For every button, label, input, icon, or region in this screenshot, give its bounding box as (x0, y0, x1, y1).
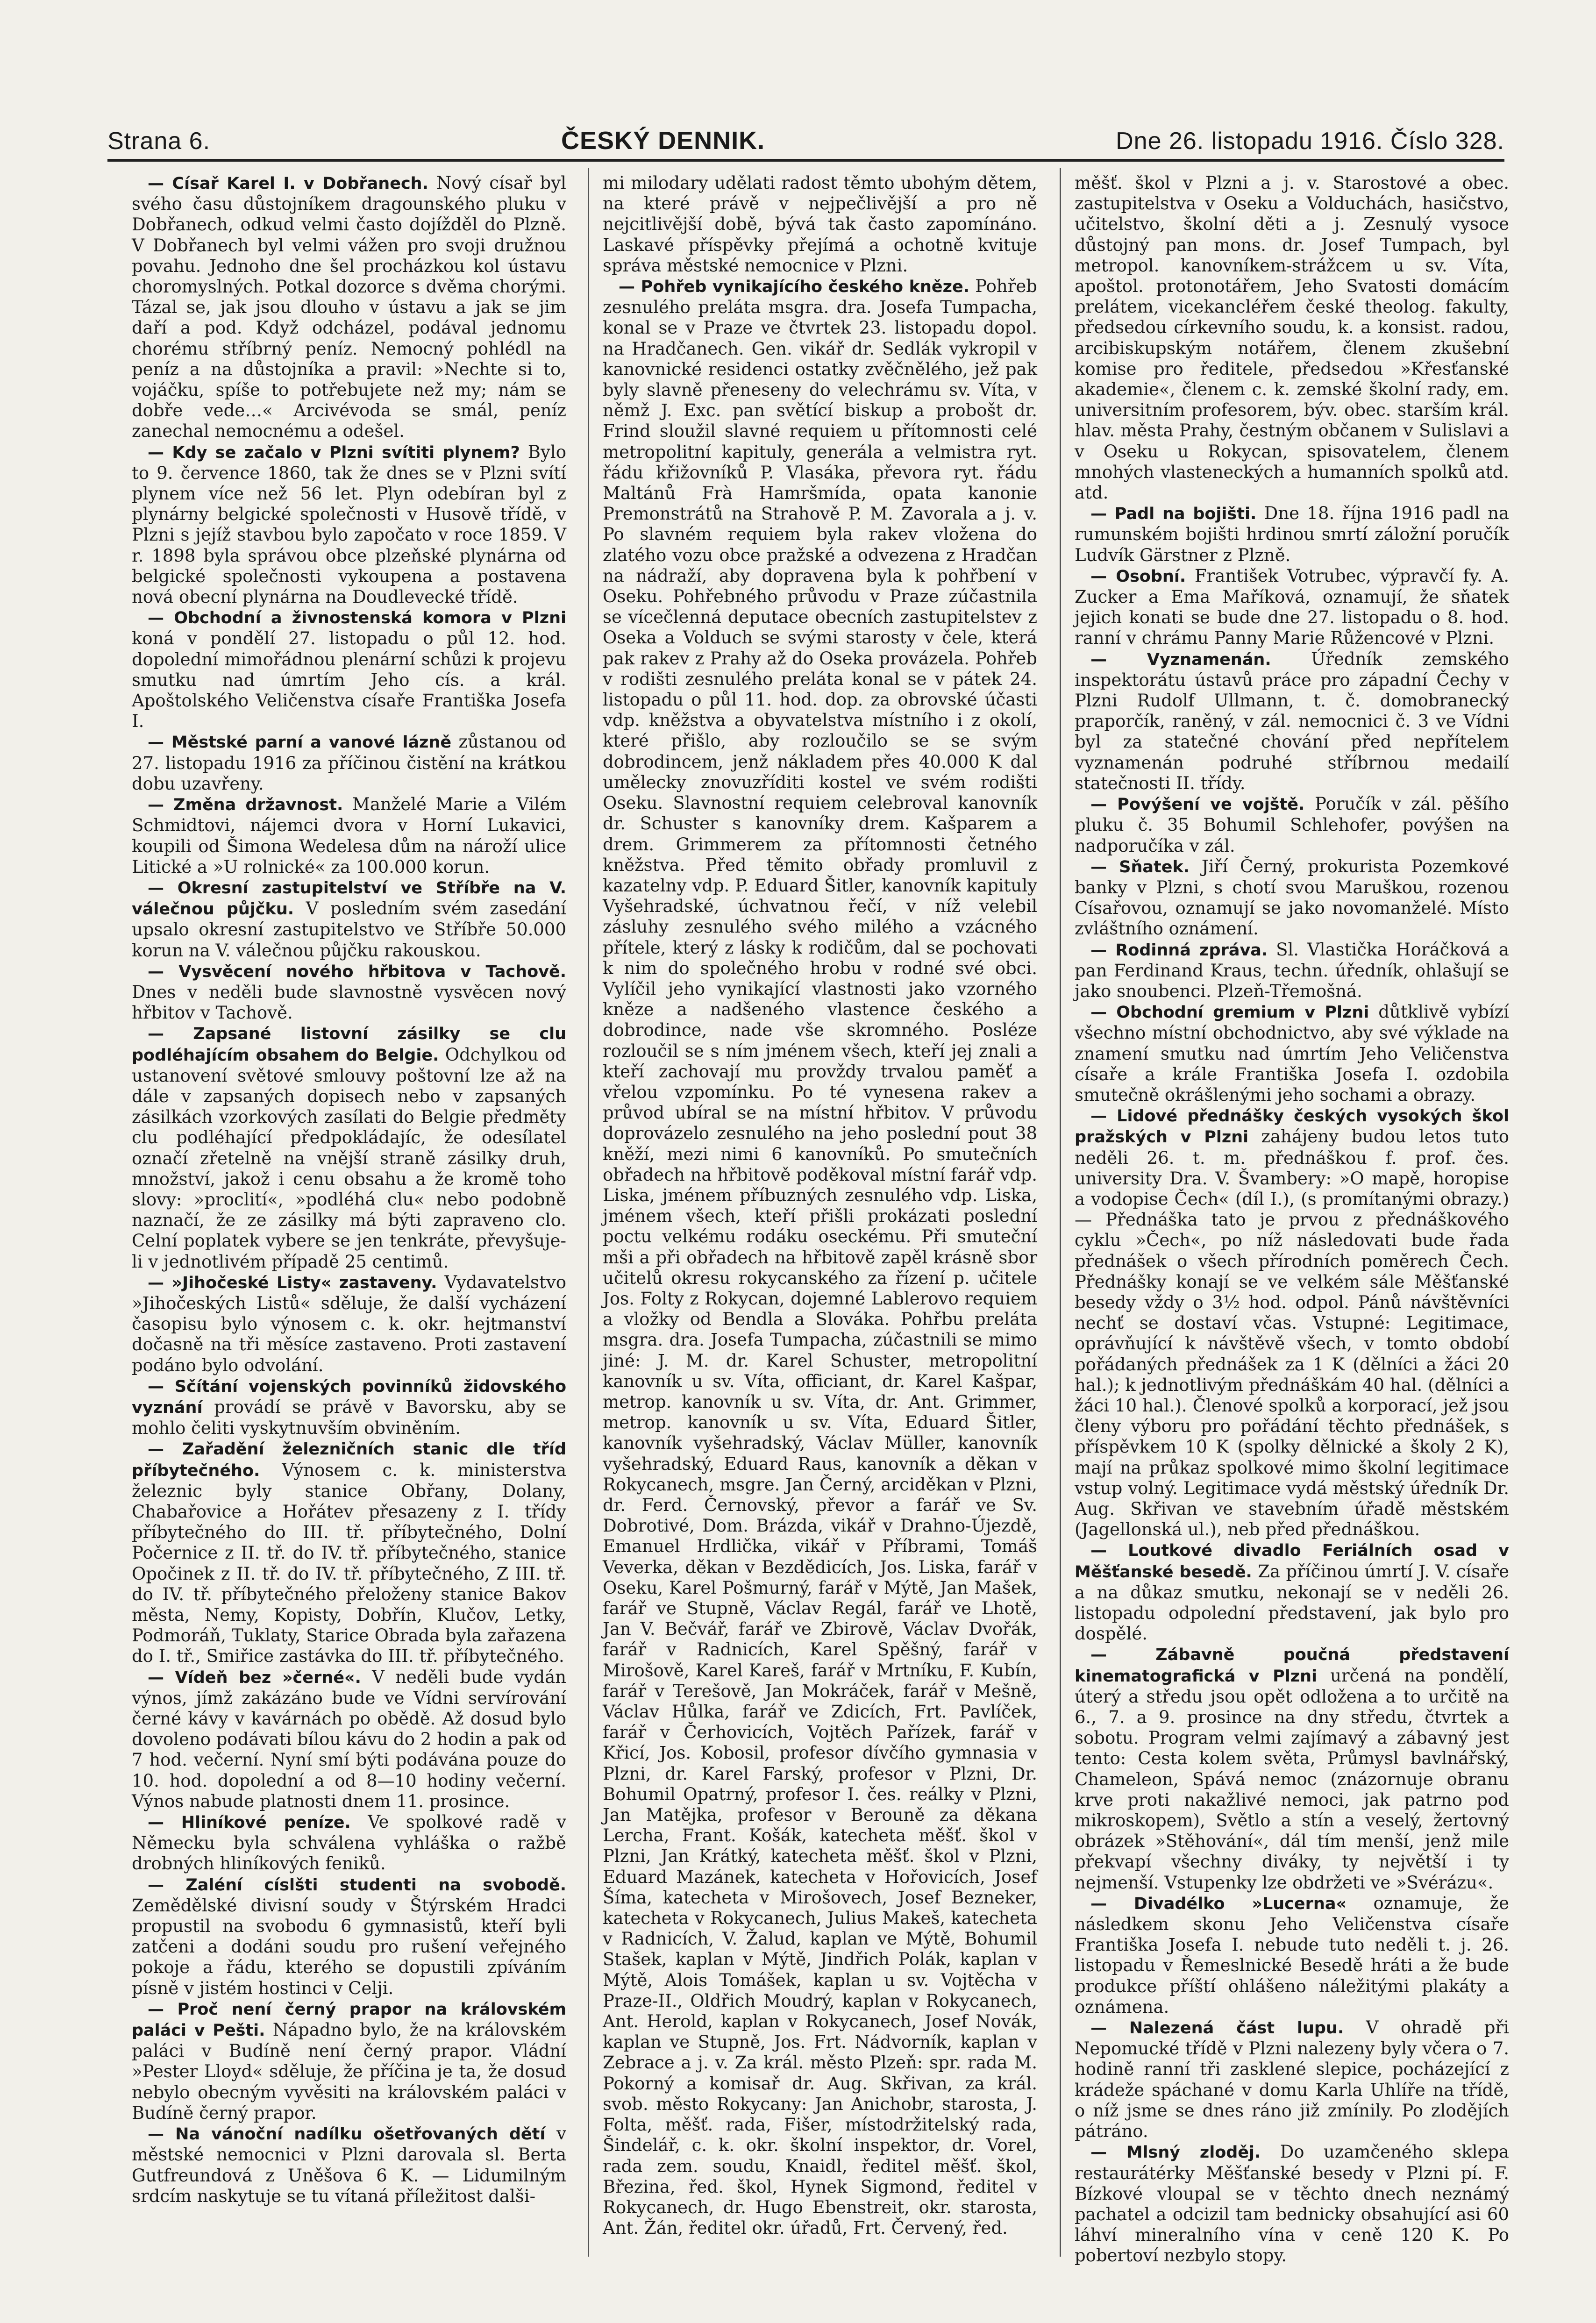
article-paragraph (1075, 503, 1509, 566)
article-paragraph (132, 1376, 566, 1439)
page-header (107, 108, 1504, 155)
article-headline: — Obchodní gremium v Plzni (1090, 1003, 1369, 1022)
column-3 (1075, 173, 1510, 2266)
article-paragraph (132, 607, 566, 732)
article-headline: — Městské parní a vanové lázně (148, 733, 452, 752)
article-text: zahájeny budou letos tuto neděli 26. t. m. přednáškou f. prof. čes. university Dra. V. Švambery: »O mapě, horopise a vodopise Čech« (díl I.), (s promítanými obrazy.) — Přednáška tato je prvou z přednáškového cyklu »Čech«, po níž následovati bude řada přednášek o všech přírodních poměrech Čech. Přednášky konají se ve velkém sále Měšťanské besedy vždy o 3½ hod. odpol. Pánů návštěvníci nechť se dostaví včas. Vstupné: Legitimace, oprávňující k návštěvě všech, v tomto období pořádaných přednášek za 1 K (dělníci a žáci 20 hal.); k jednotlivým přednáškám 40 hal. (dělníci a žáci 10 hal.). Členové spolků a korporací, jež jsou členy výboru pro pořádání těchto přednášek, s příspěvkem 10 K (spolky dělnické a školy 2 K), mají na průkaz spolkové mimo školní legitimace vstup volný. Legitimace vydá městský úředník Dr. Aug. Skřivan ve stavebním úřadě městském (Jagellonská ul.), neb před přednáškou. (1075, 1126, 1509, 1540)
article-headline: — Zařadění železničních stanic dle tříd příbytečného. (132, 1440, 566, 1480)
article-text: Manželé Marie a Vilém Schmidtovi, nájemci dvora v Horní Lukavici, koupili od Šimona Wedelesa dům na nároží ulice Litické a »U rolnické« za 100.000 korun. (132, 794, 566, 877)
article-text: Za příčinou úmrtí J. V. císaře a na důkaz smutku, nekonají se v neděli 26. listopadu odpolední představení, jak bylo pro dospělé. (1075, 1561, 1509, 1644)
header-rule (107, 159, 1504, 162)
article-headline: — Zábavně poučná představení kinematografická v Plzni (1075, 1646, 1509, 1686)
article-headline: — Lidové přednášky českých vysokých škol pražských v Plzni (1075, 1107, 1509, 1147)
article-text: Výnosem c. k. ministerstva železnic byly stanice Obřany, Dolany, Chabařovice a Hořátev přesazeny z I. třídy příbytečného do III. tř. příbytečného, Dolní Počernice z II. tř. do IV. tř. příbytečného, stanice Opočinek z II. tř. do IV. tř. příbytečného, Z III. tř. do IV. tř. příbytečného přeloženy stanice Bakov města, Nemy, Kopisty, Dobřín, Klučov, Letky, Podmoráň, Tuklaty, Starice Obrada byla zařazena do I. tř., Smiřice zastávka do III. tř. příbytečného. (132, 1460, 566, 1667)
article-paragraph (132, 1999, 566, 2123)
article-headline: — Okresní zastupitelství ve Stříbře na V. válečnou půjčku. (132, 878, 566, 919)
article-paragraph (1075, 1002, 1509, 1105)
article-text: František Votrubec, výpravčí fy. A. Zucker a Ema Maříková, oznamují, že sňatek jejich konati se bude dne 27. listopadu o 8. hod. ranní v chrámu Panny Marie Růžencové v Plzni. (1075, 565, 1509, 648)
article-text: Odchylkou od ustanovení světové smlouvy poštovní lze až na dále v zapsaných dopisech nebo v zapsaných zásilkách vzorkových zasílati do Belgie předměty clu podléhající předpokládajíc, že odesílatel označí zřetelně na vnější straně zásilky druh, množství, jakož i cenu obsahu a že kromě toho slovy: »proclití«, »podléhá clu« nebo podobně naznačí, že ze zásilky má býti zapraveno clo. Celní poplatek vybere se jen tenkráte, převyšuje-li v jednotlivém případě 25 centimů. (132, 1044, 566, 1272)
article-headline: — Padl na bojišti. (1090, 505, 1257, 524)
article-headline: — Vyznamenán. (1090, 650, 1271, 669)
article-paragraph (132, 1812, 566, 1874)
article-text: zůstanou od 27. listopadu 1916 za příčinou čistění na krátkou dobu uzavřeny. (132, 732, 566, 794)
article-paragraph (1075, 2017, 1509, 2142)
article-headline: — Zapsané listovní zásilky se clu podléhajícím obsahem do Belgie. (132, 1025, 566, 1065)
article-paragraph (1075, 1893, 1509, 2017)
article-text: Zemědělské divisní soudy v Štýrském Hradci propustil na svobodu 6 gymnasistů, kteří byli zatčeni a dodáni soudu pro rušení veřejného pokoje a řádu, kterého se dopustili zpíváním písně v jistém hostinci v Celji. (132, 1895, 566, 1998)
article-text: Poručík v zál. pěšího pluku č. 35 Bohumil Schlehofer, povýšen na nadporučíka v zál. (1075, 794, 1509, 856)
page-number: Strana 6. (107, 128, 211, 155)
article-text: důtklivě vybízí všechno místní obchodnictvo, aby své výklade na znamení smutku nad úmrtím Jeho Veličenstva císaře a krále Františka Josefa I. ozdobila smutečně okrášlenými jeho sochami a obrazy. (1075, 1002, 1509, 1105)
article-paragraph (1075, 1540, 1509, 1644)
article-paragraph (132, 1667, 566, 1812)
article-text: Jiří Černý, prokurista Pozemkové banky v Plzni, s chotí svou Maruškou, rozenou Císařovou, oznamují se jako novomanželé. Místo zvláštního oznámení. (1075, 856, 1510, 939)
article-headline: — Mlsný zloděj. (1090, 2143, 1261, 2162)
article-paragraph (132, 732, 566, 794)
article-paragraph (1075, 566, 1509, 649)
article-text: Do uzamčeného sklepa restaurátérky Měšťanské besedy v Plzni pí. F. Bízkové vloupal se v těchto dnech neznámý pachatel a odcizil tam bednicky obsahující asi 60 láhví mineralního vína v ceně 120 K. Po pobertoví nezbylo stopy. (1075, 2142, 1509, 2266)
article-paragraph (132, 2123, 566, 2207)
article-headline: — Vídeň bez »černé«. (148, 1668, 361, 1687)
article-text: oznamuje, že následkem skonu Jeho Veličenstva císaře Františka Josefa I. nebude tuto neděli t. j. 26. listopadu v Řemeslnické Besedě hráti a že bude produkce příští ohlášeno náležitými plakáty a oznámena. (1075, 1893, 1509, 2017)
article-text: v městské nemocnici v Plzni darovala sl. Berta Gutfreundová z Uněšova 6 K. — Lidumilným srdcím naskytuje se tu vítaná příležitost dalši- (132, 2123, 566, 2206)
article-paragraph (132, 877, 566, 961)
article-text: provádí se právě v Bavorsku, aby se mohlo čeliti vyskytnuvším obviněním. (132, 1397, 566, 1439)
article-text: V neděli bude vydán výnos, jímž zakázáno bude ve Vídni servírování černé kávy v kavárnách po obědě. Až dosud bylo dovoleno podávati bílou kávu do 2 hodin a pak od 7 hod. večerní. Nyní smí býti podávána pouze do 10. hod. dopolední a od 8—10 hodiny večerní. Výnos nabude platnosti dnem 11. prosince. (132, 1667, 567, 1811)
article-paragraph (132, 1272, 566, 1376)
article-text: určená na pondělí, úterý a středu jsou opět odložena a to určitě na 6., 7. a 9. prosince na dny středu, čtvrtek a sobotu. Program velmi zajímavý a zábavný jest tento: Cesta kolem světa, Průmysl bavlnářský, Chameleon, Spává nemoc (znázornuje obranu krve proti nakažlivé nemoci, jak patrno pod mikroskopem), Světlo a stín a veselý, žertovný obrázek »Stěhování«, dál tím menší, jenž mile překvapí všechny diváky, ty největší i ty nejmenší. Vstupenky lze obdržeti ve »Svérázu«. (1075, 1665, 1509, 1893)
article-paragraph (132, 1023, 566, 1272)
article-paragraph (1075, 940, 1509, 1002)
article-text: Nový císař byl svého času důstojníkem dragounského pluku v Dobřanech, odkud velmi často dojížděl do Plzně. V Dobřanech byl velmi vážen pro svoji družnou povahu. Jednoho dne šel procházkou kol ústavu choromyslných. Potkal dozorce s dvěma chorými. Tázal se, jak jsou dlouho v ústavu a jak se jim daří a pod. Když odcházel, podával jednomu chorému stříbrný peníz. Nemocný pohlédl na peníz a na důstojníka a pravil: »Nechte si to, vojáčku, spíše to potřebujete než my; nám se dobře vede…« Arcivévoda se smál, peníz zanechal nemocnému a odešel. (132, 173, 566, 442)
article-paragraph (132, 961, 566, 1024)
article-headline: — Vysvěcení nového hřbitova v Tachově. (148, 962, 566, 981)
article-text: Ve spolkové radě v Německu byla schválena vyhláška o ražbě drobných hliníkových feniků. (132, 1812, 566, 1874)
column-divider (588, 168, 589, 2257)
article-paragraph (1075, 2142, 1509, 2266)
article-paragraph (132, 173, 566, 442)
article-text: Nápadno bylo, že na královském paláci v Budíně není černý prapor. Vládní »Pester Lloyd« sděluje, že příčina je ta, že dosud nebylo obecným vyvěsiti na královském paláci v Budíně černý prapor. (132, 2020, 566, 2123)
article-text: mi milodary udělati radost těmto ubohým dětem, na které právě v nejpečlivější a pro ně nejcitlivější době, bývá tak často zapomínáno. Laskavé příspěvky přejímá a ochotně kvituje správa městské nemocnice v Plzni. (603, 173, 1037, 276)
article-text: měšť. škol v Plzni a j. v. Starostové a obec. zastupitelstva v Oseku a Volduchách, hasičstvo, učitelstvo, školní děti a j. Zesnulý vysoce důstojný pan mons. dr. Josef Tumpach, byl metropol. kanovníkem-strážcem u sv. Víta, apoštol. protonotářem, Jeho Svatosti domácím prelátem, vicekancléřem české theolog. fakulty, předsedou církevního soudu, k. a konsist. radou, arcibiskupským notářem, členem zkušební komise pro ředitele, předsedou »Křesťanské akademie«, členem c. k. zemské školní rady, em. universitním profesorem, býv. obec. starším král. hlav. města Prahy, čestným občanem v Sulislavi a v Oseku u Rokycan, spisovatelem, členem mnohých vlasteneckých a humanních spolků atd. atd. (1075, 173, 1509, 503)
article-headline: — Kdy se začalo v Plzni svítiti plynem? (148, 443, 520, 462)
article-text: V posledním svém zasedání upsalo okresní zastupitelstvo ve Stříbře 50.000 korun na V. válečnou půjčku rakouskou. (132, 898, 566, 961)
column-2 (603, 173, 1037, 2252)
article-paragraph (132, 442, 566, 608)
article-headline: — Proč není černý prapor na královském paláci v Pešti. (132, 2000, 566, 2040)
article-headline: — Divadélko »Lucerna« (1090, 1894, 1347, 1913)
article-paragraph (1075, 794, 1509, 856)
article-text: V ohradě při Nepomucké třídě v Plzni nalezeny byly včera o 7. hodině ranní tři zasklené slepice, pocházející z krádeže spáchané v domu Karla Uhlíře na třídě, o níž jsme se dnes ráno již zmínily. Po zlodějích pátráno. (1075, 2017, 1509, 2142)
article-paragraph (1075, 173, 1509, 503)
article-paragraph (1075, 1105, 1509, 1540)
article-headline: — Sčítání vojenských povinníků židovského vyznání (132, 1377, 566, 1417)
article-headline: — Loutkové divadlo Feriálních osad v Měšťanské besedě. (1075, 1541, 1509, 1582)
article-headline: — Osobní. (1090, 567, 1186, 586)
article-text: Úředník zemského inspektorátu ústavů práce pro západní Čechy v Plzni Rudolf Ullmann, t. č. domobranecký praporčík, raněný, v zál. nemocnici č. 3 ve Vídni byl za statečné chování před nepřítelem vyznamenán podruhé stříbrnou medailí statečnosti II. třídy. (1075, 648, 1509, 793)
article-headline: — Hliníkové peníze. (148, 1813, 351, 1832)
article-paragraph (132, 1439, 566, 1667)
article-headline: — Sňatek. (1090, 857, 1190, 876)
article-text: Dnes v neděli bude slavnostně vysvěcen nový hřbitov v Tachově. (132, 982, 566, 1023)
article-headline: — Obchodní a živnostenská komora v Plzni (148, 609, 566, 628)
article-text: Dne 18. října 1916 padl na rumunském bojišti hrdinou smrtí záložní poručík Ludvík Gärstner z Plzně. (1075, 503, 1509, 565)
article-text: koná v pondělí 27. listopadu o půl 12. hod. dopolední mimořádnou plenární schůzi k projevu smutku nad úmrtím Jeho cís. a král. Apoštolského Veličenstva císaře Františka Josefa I. (132, 628, 566, 732)
article-text: Sl. Vlastička Horáčková a pan Ferdinand Kraus, techn. úředník, ohlašují se jako snoubenci. Plzeň-Třemošná. (1075, 939, 1509, 1001)
article-text: Bylo to 9. července 1860, tak že dnes se v Plzni svítí plynem více než 56 let. Plyn odebíran byl z plynárny belgické společnosti v Husově třídě, v Plzni s jejíž stavbou bylo započato v roce 1859. V r. 1898 byla správou obce plzeňské plynárna od belgické společnosti vykoupena a postavena nová obecní plynárna na Doudlevecké třídě. (132, 442, 566, 607)
article-paragraph (1075, 649, 1509, 794)
article-headline: — Povýšení ve vojště. (1090, 795, 1305, 814)
article-headline: — Zaléní císlšti studenti na svobodě. (148, 1875, 566, 1895)
article-paragraph (603, 173, 1037, 276)
article-paragraph (603, 276, 1037, 2238)
article-text: Vydavatelstvo »Jihočeských Listů« sděluje, že další vycházení časopisu bylo výnosem c. k. okr. hejtmanství dočasně na tři měsíce zastaveno. Proti zastavení podáno bylo odvolání. (132, 1272, 566, 1375)
column-divider (1060, 168, 1061, 2257)
article-headline: — Nalezená část lupu. (1090, 2019, 1344, 2038)
newspaper-title: ČESKÝ DENNIK. (561, 127, 765, 155)
column-1 (132, 173, 566, 2252)
article-paragraph (132, 1874, 566, 1999)
article-headline: — Na vánoční nadílku ošetřovaných dětí (148, 2125, 546, 2144)
article-headline: — Rodinná zpráva. (1090, 941, 1268, 960)
article-paragraph (1075, 856, 1509, 940)
article-headline: — »Jihočeské Listy« zastaveny. (148, 1273, 437, 1292)
issue-date: Dne 26. listopadu 1916. Číslo 328. (1116, 128, 1504, 155)
article-paragraph (132, 794, 566, 877)
article-headline: — Změna državnost. (148, 796, 343, 815)
article-paragraph (1075, 1644, 1509, 1893)
article-headline: — Pohřeb vynikajícího českého kněze. (619, 278, 970, 297)
article-headline: — Císař Karel I. v Dobřanech. (148, 174, 428, 193)
article-text: Pohřeb zesnulého preláta msgra. dra. Josefa Tumpacha, konal se v Praze ve čtvrtek 23. listopadu dopol. na Hradčanech. Gen. vikář dr. Sedlák vykropil v kanovnické residenci ostatky zvěčnělého, jež pak byly slavně přeneseny do velechrámu sv. Víta, v němž J. Exc. pan světící biskup a probošt dr. Frind sloužil slavné requiem u přítomnosti celé metropolitní kapituly, generála a velmistra ryt. řádu křižovníků P. Vlasáka, převora ryt. řádu Maltánů Frà Hamršmída, opata kanonie Premonstrátů na Strahově P. M. Zavorala a j. v. Po slavném requiem byla rakev vložena do zlatého vozu obce pražské a odvezena z Hradčan na nádraží, aby dopravena byla k pohřbení v Oseku. Pohřebného průvodu v Praze zúčastnila se vícečlenná deputace obecních zastupitelstev z Oseka a Volduch se svými starosty v čele, která pak rakev z Prahy až do Oseka provázela. Pohřeb v rodišti zesnulého preláta konal se v pátek 24. listopadu o půl 11. hod. dop. za obrovské účasti vdp. kněžstva a obyvatelstva místního i z okolí, které přišlo, aby rozloučilo se se svým dobrodincem, jenž nákladem přes 40.000 K dal umělecky znovuzříditi kostel ve svém rodišti Oseku. Slavnostní requiem celebroval kanovník dr. Schuster s kanovníky drem. Kašparem a drem. Grimmerem za přítomnosti četného kněžstva. Před těmito obřady promluvil z kazatelny vdp. P. Eduard Šitler, kanovník kapituly Vyšehradské, úchvatnou řečí, v níž velebil zásluhy zesnulého svého milého a vzácného přítele, který z lásky k rodičům, dal se pochovati k nim do společného hrobu v rodné své obci. Vylíčil jeho vynikající vlastnosti jako vzorného kněze a nadšeného vlastence českého a dobrodince, nade vše skromného. Posléze rozloučil se s ním jménem všech, kteří jej znali a kteří zachovají mu provždy trvalou paměť a vřelou vzpomínku. Po té vynesena rakev a průvod ubíral se na místní hřbitov. V průvodu doprovázelo zesnulého na jeho poslední pout 38 kněží, mezi nimi 6 kanovníků. Po smutečních obřadech na hřbitově poděkoval místní farář vdp. Liska, jménem příbuzných zesnulého vdp. Liska, jménem všech, kteří přišli prokázati poslední poctu velkému rodáku oseckému. Při smuteční mši a při obřadech na hřbitově zapěl krásně sbor učitelů okresu rokycanského za řízení p. učitele Jos. Folty z Rokycan, dojemné Lablerovo requiem a vložky od Bendla a Slováka. Pohřbu preláta msgra. dra. Josefa Tumpacha, zúčastnili se mimo jiné: J. M. dr. Karel Schuster, metropolitní kanovník u sv. Víta, officiant, dr. Karel Kašpar, metrop. kanovník u sv. Víta, dr. Ant. Grimmer, metrop. kanovník u sv. Víta, Eduard Šitler, kanovník vyšehradský, Václav Müller, kanovník vyšehradský, Eduard Raus, kanovník a děkan v Rokycanech, msgre. Jan Černý, arciděkan v Plzni, dr. Ferd. Černovský, převor a farář ve Sv. Dobrotivé, Dom. Brázda, vikář v Drahno-Újezdě, Emanuel Hrdlička, vikář v Příbrami, Tomáš Veverka, děkan v Bezdědicích, Jos. Liska, farář v Oseku, Karel Pošmurný, farář v Mýtě, Jan Mašek, farář ve Stupně, Václav Regál, farář ve Lhotě, Jan V. Bečvář, farář ve Zbirově, Václav Dvořák, farář v Radnicích, Karel Spěšný, farář v Mirošově, Karel Kareš, farář v Mrtníku, F. Kubín, farář v Terešově, Jan Mokráček, farář v Mešně, Václav Hůlka, farář ve Zdicích, Frt. Pavlíček, farář v Čerhovicích, Vojtěch Pařízek, farář v Křicí, Jos. Kobosil, profesor dívčího gymnasia v Plzni, dr. Karel Farský, profesor v Plzni, Dr. Bohumil Opatrný, profesor I. čes. reálky v Plzni, Jan Matějka, profesor v Berouně za děkana Lercha, Frant. Košák, katecheta měšť. škol v Plzni, Jan Krátký, katecheta měšť. škol v Plzni, Eduard Mazánek, katecheta v Hořovicích, Josef Šíma, katecheta v Mirošovech, Josef Bezneker, katecheta v Rokycanech, Julius Makeš, katecheta v Radnicích, V. Žalud, kaplan ve Mýtě, Bohumil Stašek, kaplan v Mýtě, Jindřich Polák, kaplan v Mýtě, Alois Tomášek, kaplan u sv. Vojtěcha v Praze-II., Oldřich Moudrý, kaplan v Rokycanech, Ant. Herold, kaplan v Rokycanech, Josef Novák, kaplan ve Stupně, Jos. Frt. Nádvorník, kaplan v Zebrace a j. v. Za král. město Plzeň: spr. rada M. Pokorný a komisař dr. Aug. Skřivan, za král. svob. město Rokycany: Jan Anichobr, starosta, J. Folta, měšť. rada, Fišer, místodržitelský rada, Šindelář, c. k. okr. školní inspektor, dr. Vorel, rada zem. soudu, Knaidl, ředitel měšť. škol, Březina, řed. škol, Hynek Sigmond, ředitel v Rokycanech, dr. Hugo Ebenstreit, okr. starosta, Ant. Žán, ředitel okr. úřadů, Frt. Červený, řed. (603, 276, 1037, 2238)
